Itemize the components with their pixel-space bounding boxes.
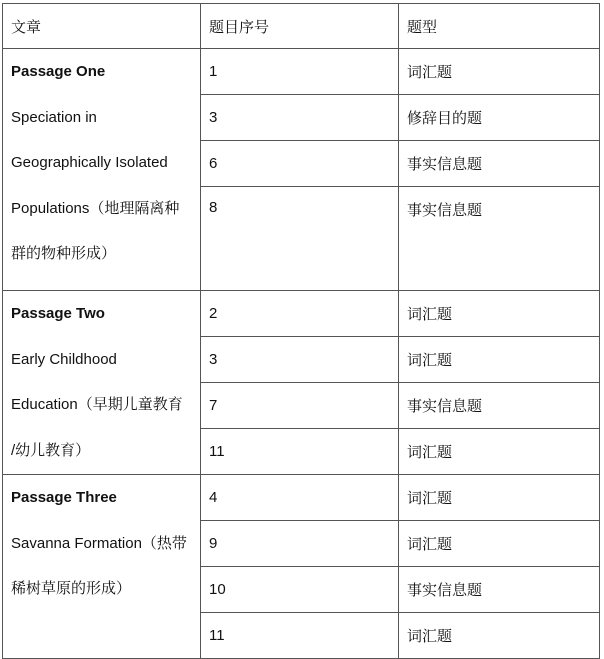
question-type: 事实信息题: [399, 187, 600, 291]
question-type: 事实信息题: [399, 383, 600, 429]
question-number: 2: [201, 291, 399, 337]
passage-desc-line: Speciation in: [11, 108, 97, 126]
question-type: 事实信息题: [399, 141, 600, 187]
question-number: 11: [201, 613, 399, 659]
passage-three-cell: [3, 475, 201, 659]
question-number: 9: [201, 521, 399, 567]
header-row: [3, 4, 600, 49]
passage-desc-line: Savanna Formation（热带: [11, 534, 187, 552]
question-number: 3: [201, 337, 399, 383]
question-type: 词汇题: [399, 475, 600, 521]
passage-desc-line: /幼儿教育）: [11, 441, 91, 459]
question-type: 词汇题: [399, 291, 600, 337]
passage-one-cell: [3, 49, 201, 291]
passage-desc-line: Geographically Isolated: [11, 154, 168, 171]
question-number: 3: [201, 95, 399, 141]
question-number: 4: [201, 475, 399, 521]
question-type-table: [2, 3, 600, 659]
question-number: 10: [201, 567, 399, 613]
passage-desc-line: Early Childhood: [11, 350, 117, 368]
question-type: 事实信息题: [399, 567, 600, 613]
passage-desc-line: Education（早期儿童教育: [11, 396, 183, 413]
passage-desc-line: 稀树草原的形成）: [11, 580, 132, 597]
question-type: 修辞目的题: [399, 95, 600, 141]
question-type: 词汇题: [399, 521, 600, 567]
question-number: 7: [201, 383, 399, 429]
passage-two-cell: [3, 291, 201, 475]
passage-desc-line: Populations（地理隔离种: [11, 199, 180, 217]
passage-title: Passage Three: [11, 489, 117, 506]
question-type: 词汇题: [399, 49, 600, 95]
table-row: [3, 475, 600, 521]
header-passage: 文章: [3, 4, 201, 49]
table-row: [3, 49, 600, 95]
table-row: [3, 291, 600, 337]
header-question-number: 题目序号: [201, 4, 399, 49]
question-type: 词汇题: [399, 429, 600, 475]
question-type: 词汇题: [399, 337, 600, 383]
question-number: 8: [201, 187, 399, 291]
question-number: 6: [201, 141, 399, 187]
question-number: 1: [201, 49, 399, 95]
question-number: 11: [201, 429, 399, 475]
passage-desc-line: 群的物种形成）: [11, 245, 117, 262]
passage-title: Passage One: [11, 63, 106, 80]
question-type: 词汇题: [399, 613, 600, 659]
header-question-type: 题型: [399, 4, 600, 49]
passage-title: Passage Two: [11, 305, 105, 322]
